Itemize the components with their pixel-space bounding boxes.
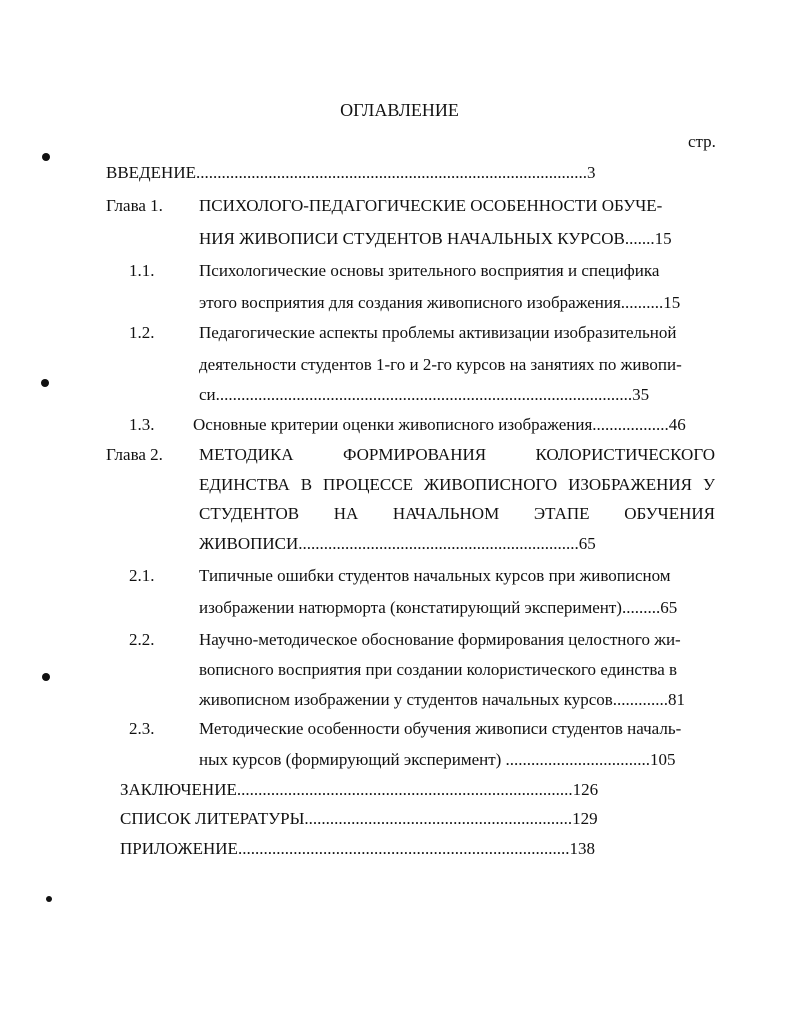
toc-entry-bibliography: СПИСОК ЛИТЕРАТУРЫ...............................................................129 (120, 809, 598, 828)
toc-entry-conclusion: ЗАКЛЮЧЕНИЕ...............................................................................126 (120, 780, 599, 799)
section-2-3-text: ных курсов (формирующий эксперимент) ..................................105 (199, 750, 676, 769)
toc-entry-introduction: ВВЕДЕНИЕ............................................................................................3 (106, 163, 596, 182)
section-1-2-text: деятельности студентов 1-го и 2-го курсов на занятиях по живопи- (199, 355, 682, 374)
chapter-1-title: НИЯ ЖИВОПИСИ СТУДЕНТОВ НАЧАЛЬНЫХ КУРСОВ.......15 (199, 229, 672, 248)
section-1-3-number: 1.3. (129, 415, 155, 434)
section-1-1-number: 1.1. (129, 261, 155, 280)
section-2-2-text: вописного восприятия при создании колористического единства в (199, 660, 678, 679)
chapter-2-title: СТУДЕНТОВ НА НАЧАЛЬНОМ ЭТАПЕ ОБУЧЕНИЯ (199, 504, 715, 523)
chapter-2-title: МЕТОДИКА ФОРМИРОВАНИЯ КОЛОРИСТИЧЕСКОГО (199, 445, 715, 464)
section-1-3-text: Основные критерии оценки живописного изображения..................46 (193, 415, 686, 434)
section-2-2-number: 2.2. (129, 630, 155, 649)
section-1-2-text: си..................................................................................................35 (199, 385, 650, 404)
page-title: ОГЛАВЛЕНИЕ (340, 100, 459, 120)
section-1-1-text: этого восприятия для создания живописного изображения..........15 (199, 293, 681, 312)
section-2-1-text: изображении натюрморта (констатирующий эксперимент).........65 (199, 598, 678, 617)
section-1-1-text: Психологические основы зрительного восприятия и специфика (199, 261, 660, 280)
section-2-2-text: живописном изображении у студентов начальных курсов.............81 (199, 690, 686, 709)
scan-mark (46, 896, 52, 902)
section-2-3-text: Методические особенности обучения живописи студентов началь- (199, 719, 682, 738)
section-1-2-number: 1.2. (129, 323, 155, 342)
chapter-2-title: ЖИВОПИСИ..................................................................65 (199, 534, 596, 553)
chapter-2-label: Глава 2. (106, 445, 163, 464)
section-2-1-text: Типичные ошибки студентов начальных курсов при живописном (199, 566, 671, 585)
chapter-2-title: ЕДИНСТВА В ПРОЦЕССЕ ЖИВОПИСНОГО ИЗОБРАЖЕНИЯ У (199, 475, 715, 494)
chapter-1-label: Глава 1. (106, 196, 163, 215)
scan-mark (41, 379, 49, 387)
scan-mark (42, 153, 50, 161)
page-column-label: стр. (688, 132, 716, 151)
section-2-3-number: 2.3. (129, 719, 155, 738)
toc-entry-appendix: ПРИЛОЖЕНИЕ..............................................................................138 (120, 839, 595, 858)
section-2-1-number: 2.1. (129, 566, 155, 585)
section-1-2-text: Педагогические аспекты проблемы активизации изобразительной (199, 323, 677, 342)
chapter-1-title: ПСИХОЛОГО-ПЕДАГОГИЧЕСКИЕ ОСОБЕННОСТИ ОБУЧЕ- (199, 196, 663, 215)
scan-mark (42, 673, 50, 681)
section-2-2-text: Научно-методическое обоснование формирования целостного жи- (199, 630, 681, 649)
